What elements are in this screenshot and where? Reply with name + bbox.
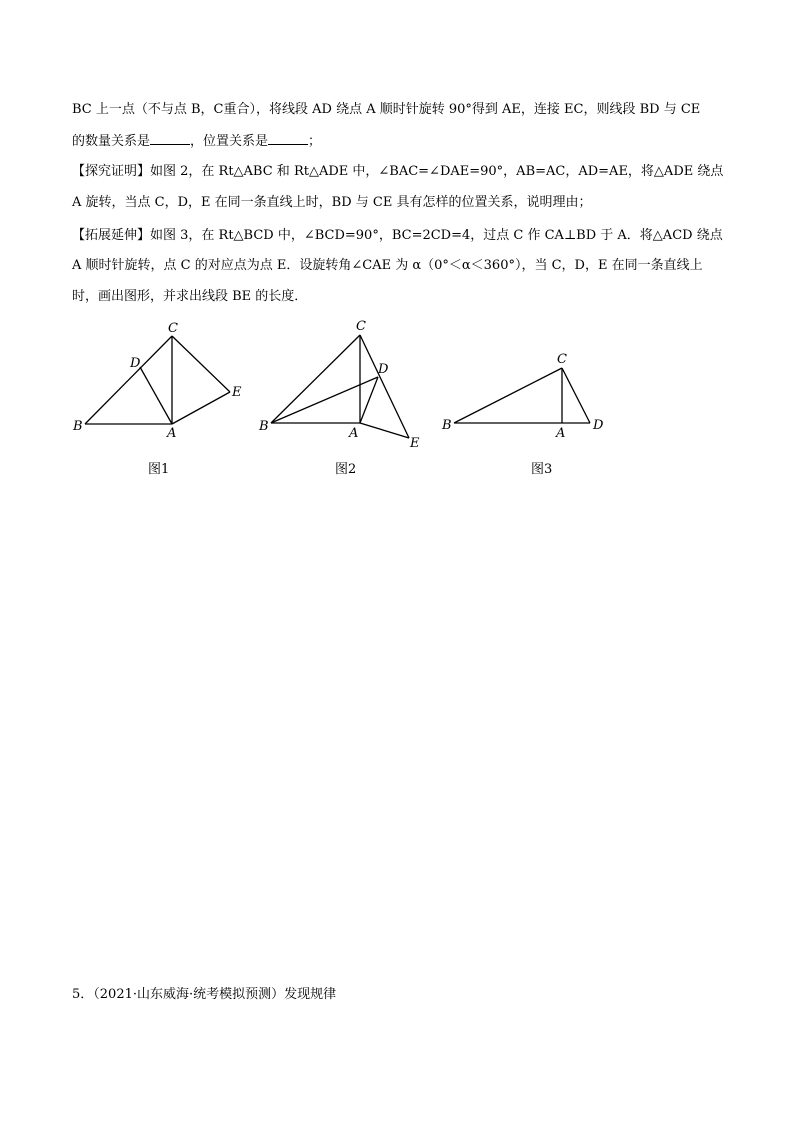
fig2-label-C: C (356, 319, 366, 334)
figure-3-svg (0, 0, 794, 480)
fig3-label-C: C (557, 352, 567, 367)
problem-text-line-5: 【拓展延伸】如图 3，在 Rt△BCD 中，∠BCD=90°，BC=2CD=4，过点 C 作 CA⊥BD 于 A．将△ACD 绕点 (72, 228, 723, 243)
problem-text-line-4: A 旋转，当点 C，D，E 在同一条直线上时，BD 与 CE 具有怎样的位置关系，说明理由； (72, 195, 592, 210)
problem-text-line-7: 时，画出图形，并求出线段 BE 的长度． (72, 289, 308, 304)
fig1-label-A: A (167, 426, 177, 441)
fig1-label-B: B (73, 419, 83, 434)
text-segment: ，位置关系是 (190, 134, 269, 149)
problem-text-line-3: 【探究证明】如图 2，在 Rt△ABC 和 Rt△ADE 中，∠BAC=∠DAE=90°，AB=AC，AD=AE，将△ADE 绕点 (72, 164, 724, 179)
fig1-label-E: E (232, 385, 242, 400)
fig1-label-D: D (130, 356, 141, 371)
fig2-label-A: A (349, 426, 359, 441)
fig3-segment-BC (454, 368, 562, 423)
figure-3-caption: 图3 (531, 462, 553, 477)
figure-1-caption: 图1 (148, 462, 170, 477)
figure-3 (0, 0, 794, 480)
figure-2-caption: 图2 (335, 462, 357, 477)
fig3-label-B: B (442, 418, 452, 433)
problem-text-line-6: A 顺时针旋转，点 C 的对应点为点 E．设旋转角∠CAE 为 α（0°＜α＜360°），当 C，D，E 在同一条直线上 (72, 258, 703, 273)
fig2-label-E: E (410, 436, 420, 451)
fig2-label-B: B (259, 419, 269, 434)
fig3-segment-CD (562, 368, 590, 423)
problem-text-line-1: BC 上一点（不与点 B，C重合），将线段 AD 绕点 A 顺时针旋转 90°得到 AE，连接 EC，则线段 BD 与 CE (72, 102, 701, 117)
fig3-label-A: A (556, 426, 566, 441)
text-segment: ； (308, 134, 322, 149)
fig1-label-C: C (168, 321, 178, 336)
fig2-label-D: D (378, 362, 389, 377)
text-segment: 的数量关系是 (72, 134, 151, 149)
next-problem-heading: 5．（2021·山东威海·统考模拟预测）发现规律 (72, 987, 337, 1002)
fig3-label-D: D (593, 418, 604, 433)
